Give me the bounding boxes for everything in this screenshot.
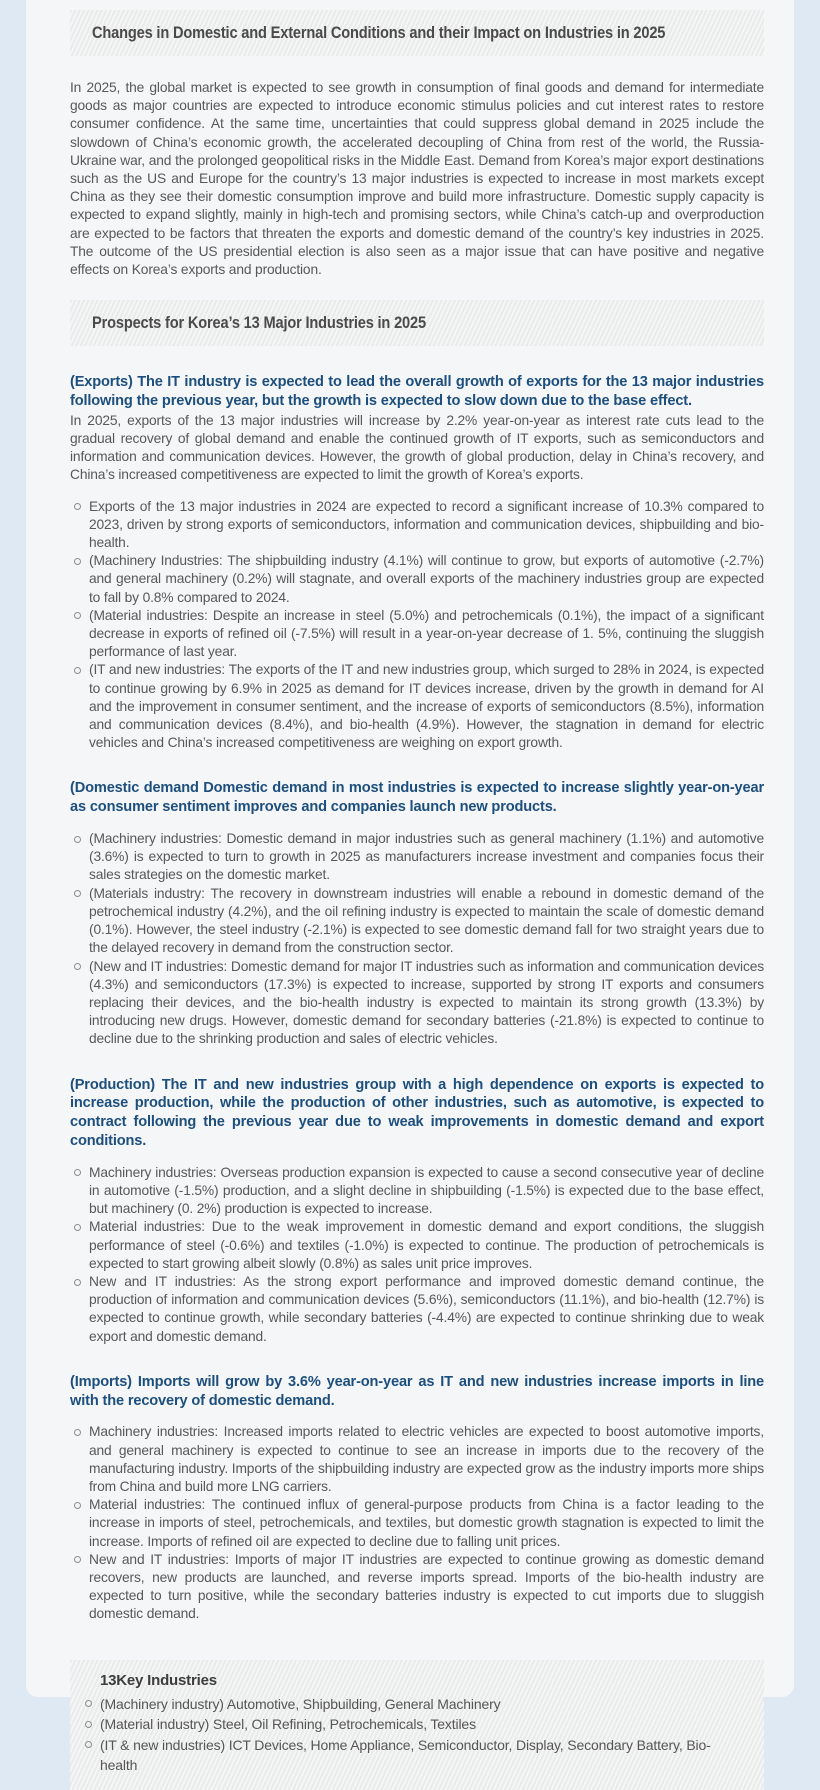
circle-bullet-icon [74,1556,81,1563]
circle-bullet-icon [74,503,81,510]
bullet-text: (Machinery Industries: The shipbuilding industry (4.1%) will continue to grow, but exports of automotive (-2.7%) and general machinery (0.2%) will stagnate, and overall exports of the machinery industries group are expected to fall by 0.8% compared to 2024. [89,553,764,605]
key-industry-text: (IT & new industries) ICT Devices, Home Appliance, Semiconductor, Display, Secondary Battery, Bio-health [100,1736,711,1774]
report-card [26,0,794,1774]
circle-bullet-icon [74,558,81,565]
bullet-text: Material industries: The continued influx of general-purpose products from China is a factor leading to the increase in imports of steel, petrochemicals, and textiles, but domestic growth stagnation is expected to limit the increase. Imports of refined oil are expected to decline due to falling unit prices. [89,1497,764,1549]
bullet-item [70,607,764,662]
intro-paragraph: In 2025, the global market is expected to see growth in consumption of final goods and demand for intermediate goods as major countries are expected to introduce economic stimulus policies and cut interest rates to restore consumer confidence. At the same time, uncertainties that could suppress global demand in 2025 include the slowdown of China’s economic growth, the accelerated decoupling of China from rest of the world, the Russia-Ukraine war, and the prolonged geopolitical risks in the Middle East. Demand from Korea’s major export destinations such as the US and Europe for the country’s 13 major industries is expected to increase in most markets except China as they see their domestic consumption improve and build more infrastructure. Domestic supply capacity is expected to expand slightly, mainly in high-tech and promising sectors, while China’s catch-up and overproduction are expected to be factors that threaten the exports and domestic demand of the country’s key industries in 2025. The outcome of the US presidential election is also seen as a major issue that can have positive and negative effects on Korea’s exports and production. [70,80,764,278]
circle-bullet-icon [85,1700,92,1707]
bullet-text: (Materials industry: The recovery in downstream industries will enable a rebound in domestic demand of the petrochemical industry (4.2%), and the oil refining industry is expected to maintain the scale of domestic demand (0.1%). However, the steel industry (-2.1%) is expected to see domestic demand fall for two straight years due to the delayed recovery in demand from the construction sector. [89,885,764,956]
bullet-text: (Material industries: Despite an increase in steel (5.0%) and petrochemicals (0.1%), the impact of a significant decrease in exports of refined oil (-7.5%) will result in a year-on-year decrease of 1. 5%, continuing the sluggish performance of last year. [89,607,764,660]
bullet-item [70,1496,764,1551]
section-domestic-demand-heading: (Domestic demand Domestic demand in most industries is expected to increase slightly year-on-year as consumer sentiment improves and companies launch new products. [70,780,764,816]
circle-bullet-icon [74,1279,81,1286]
circle-bullet-icon [74,1429,81,1436]
bullet-item [70,885,764,958]
bullet-text: (Machinery industries: Domestic demand in major industries such as general machinery (1.1%) and automotive (3.6%) is expected to turn to growth in 2025 as manufacturers increase investment and companies focus their sales strategies on the domestic market. [89,831,764,883]
circle-bullet-icon [74,667,81,674]
bullet-item [70,958,764,1049]
section-production-heading: (Production) The IT and new industries group with a high dependence on exports is expected to increase production, while the production of other industries, such as automotive, is expected to contract following the previous year due to weak improvements in domestic demand and export conditions. [70,1076,764,1149]
circle-bullet-icon [74,1169,81,1176]
circle-bullet-icon [74,1502,81,1509]
bullet-item [70,830,764,885]
section-exports-bullets [70,498,764,753]
key-industry-text: (Material industry) Steel, Oil Refining, Petrochemicals, Textiles [100,1716,476,1733]
prospects-banner [70,300,764,346]
bullet-item [70,1551,764,1624]
key-industry-item [78,1714,746,1735]
section-domestic-demand [70,779,764,1048]
bullet-text: New and IT industries: As the strong export performance and improved domestic demand continue, the production of information and communication devices (5.6%), semiconductors (11.1%), and bio-health (12.7%) is expected to continue growth, while secondary batteries (-4.4%) are expected to continue shrinking due to weak export and domestic demand. [89,1273,764,1344]
main-title: Changes in Domestic and External Conditions and their Impact on Industries in 2025 [92,23,666,42]
circle-bullet-icon [74,612,81,619]
bullet-item [70,1164,764,1219]
bullet-item [70,1423,764,1496]
key-industry-item [78,1694,746,1715]
bullet-item [70,1273,764,1346]
circle-bullet-icon [74,836,81,843]
key-industry-text: (Machinery industry) Automotive, Shipbuilding, General Machinery [100,1695,501,1712]
circle-bullet-icon [74,1224,81,1231]
bullet-item [70,498,764,553]
section-exports-lead: In 2025, exports of the 13 major industries will increase by 2.2% year-on-year as interest rate cuts lead to the gradual recovery of global demand and enable the continued growth of IT exports, such as semiconductors and information and communication devices. However, the growth of global production, delay in China’s recovery, and China’s increased competitiveness are expected to limit the growth of Korea’s exports. [70,412,764,483]
key-industries-list [78,1694,746,1776]
section-imports-heading: (Imports) Imports will grow by 3.6% year-on-year as IT and new industries increase imports in line with the recovery of domestic demand. [70,1373,764,1409]
section-production-bullets [70,1164,764,1346]
key-industries-title: 13Key Industries [100,1671,217,1689]
bullet-item [70,1218,764,1273]
bullet-text: (New and IT industries: Domestic demand for major IT industries such as information and communication devices (4.3%) and semiconductors (17.3%) is expected to increase, supported by strong IT exports and consumers replacing their devices, and the bio-health industry is expected to maintain its strong growth (13.3%) by introducing new drugs. However, domestic demand for secondary batteries (-21.8%) is expected to continue to decline due to the shrinking production and sales of electric vehicles. [89,958,764,1047]
section-imports [70,1373,764,1624]
main-title-banner [70,10,764,56]
circle-bullet-icon [74,890,81,897]
prospects-title: Prospects for Korea’s 13 Major Industries in 2025 [92,313,426,333]
circle-bullet-icon [85,1741,92,1748]
key-industries-box [70,1660,764,1790]
section-imports-bullets [70,1423,764,1623]
bullet-item [70,552,764,607]
bullet-text: Machinery industries: Overseas production expansion is expected to cause a second consecutive year of decline in automotive (-1.5%) production, and a slight decline in shipbuilding (-1.5%) is expected due to the base effect, but machinery (0. 2%) production is expected to increase. [89,1164,764,1217]
bullet-text: Machinery industries: Increased imports related to electric vehicles are expected to boost automotive imports, and general machinery is expected to continue to see an increase in imports due to the recovery of the manufacturing industry. Imports of the shipbuilding industry are expected grow as the industry imports more ships from China and build more LNG carriers. [89,1424,764,1494]
circle-bullet-icon [85,1721,92,1728]
bullet-text: Exports of the 13 major industries in 2024 are expected to record a significant increase of 10.3% compared to 2023, driven by strong exports of semiconductors, information and communication devices, shipbuilding and bio-health. [89,498,764,551]
circle-bullet-icon [74,963,81,970]
key-industry-item [78,1735,746,1776]
section-exports-heading: (Exports) The IT industry is expected to lead the overall growth of exports for the 13 major industries following the previous year, but the growth is expected to slow down due to the base effect. [70,374,764,410]
bullet-text: New and IT industries: Imports of major IT industries are expected to continue growing as domestic demand recovers, new products are launched, and reverse imports spread. Imports of the bio-health industry are expected to turn positive, while the secondary batteries industry is expected to cut imports due to sluggish domestic demand. [89,1551,764,1622]
bullet-item [70,661,764,752]
bullet-text: (IT and new industries: The exports of the IT and new industries group, which surged to 28% in 2024, is expected to continue growing by 6.9% in 2025 as demand for IT devices increase, driven by the growth in demand for AI and the improvement in consumer sentiment, and the increase of exports of semiconductors (8.5%), information and communication devices (8.4%), and bio-health (4.9%). However, the stagnation in demand for electric vehicles and China’s increased competitiveness are weighing on export growth. [89,662,764,751]
section-production [70,1076,764,1346]
section-domestic-demand-bullets [70,830,764,1048]
bullet-text: Material industries: Due to the weak improvement in domestic demand and export conditions, the sluggish performance of steel (-0.6%) and textiles (-1.0%) is expected to continue. The production of petrochemicals is expected to start growing albeit slowly (0.8%) as sales unit price improves. [89,1219,764,1271]
section-exports [70,373,764,752]
